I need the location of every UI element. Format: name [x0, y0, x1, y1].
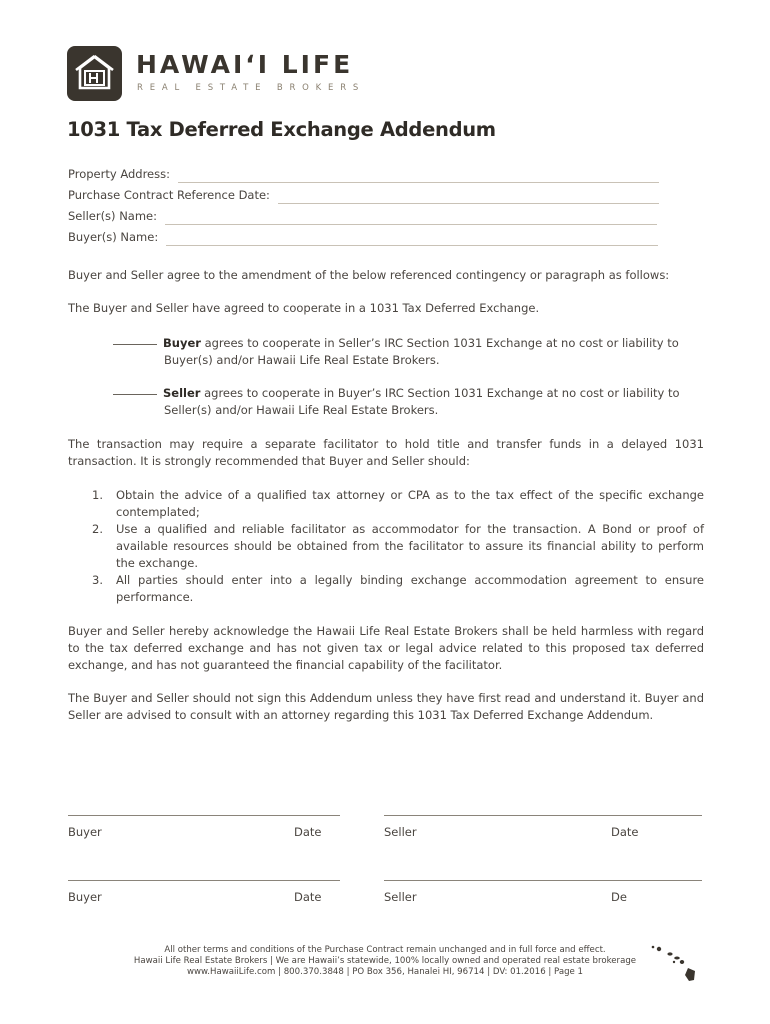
- intro-paragraph: Buyer and Seller agree to the amendment of the below referenced contingency or paragraph as follows:: [68, 268, 670, 282]
- buyer-signature-label-2: Buyer: [68, 890, 102, 904]
- seller-clause-keyword: Seller: [163, 386, 201, 400]
- buyers-name-label: Buyer(s) Name:: [68, 230, 159, 244]
- seller-signature-line-1[interactable]: [384, 814, 702, 816]
- list-item: [92, 487, 704, 521]
- property-address-input-line[interactable]: [178, 181, 659, 183]
- buyer-date-label-1: Date: [294, 825, 322, 839]
- seller-clause-text: agrees to cooperate in Buyer’s IRC Section 1031 Exchange at no cost or liability to: [200, 386, 680, 400]
- harmless-paragraph: Buyer and Seller hereby acknowledge the Hawaii Life Real Estate Brokers shall be held harmless with regard to the tax deferred exchange and has not given tax or legal advice related to this proposed tax deferred exchange, and has not guaranteed the financial capability of the facilitator.: [68, 624, 704, 672]
- sellers-name-field[interactable]: [68, 209, 657, 223]
- buyers-name-input-line[interactable]: [166, 244, 658, 246]
- list-number: 2.: [92, 522, 103, 536]
- seller-signature-label-1: Seller: [384, 825, 417, 839]
- list-number: 1.: [92, 488, 103, 502]
- contract-date-input-line[interactable]: [278, 202, 659, 204]
- buyer-signature-line-1[interactable]: [68, 814, 340, 816]
- contract-date-label: Purchase Contract Reference Date:: [68, 188, 270, 202]
- brand-name: HAWAIʻI LIFE: [136, 50, 354, 79]
- footer-terms: All other terms and conditions of the Purchase Contract remain unchanged and in full force and effect.: [164, 945, 606, 955]
- list-item: [92, 572, 704, 606]
- agreement-paragraph: The Buyer and Seller have agreed to cooperate in a 1031 Tax Deferred Exchange.: [68, 301, 540, 315]
- footer-contact: www.HawaiiLife.com | 800.370.3848 | PO Box 356, Hanalei HI, 96714 | DV: 01.2016 | Page 1: [186, 967, 584, 977]
- facilitator-paragraph: The transaction may require a separate facilitator to hold title and transfer funds in a delayed 1031 transaction. It is strongly recommended that Buyer and Seller should:: [68, 437, 704, 468]
- buyer-clause-text: agrees to cooperate in Seller’s IRC Section 1031 Exchange at no cost or liability to: [200, 336, 679, 350]
- recommendation-list: [92, 487, 704, 606]
- list-text: Use a qualified and reliable facilitator as accommodator for the transaction. A Bond or proof of available resources should be obtained from the facilitator to assure its financial ability to perform the exchange.: [116, 522, 704, 570]
- hawaiian-islands-icon: [650, 943, 698, 983]
- buyer-date-label-2: Date: [294, 890, 322, 904]
- seller-date-label-1: Date: [611, 825, 639, 839]
- property-address-label: Property Address:: [68, 167, 170, 181]
- sellers-name-label: Seller(s) Name:: [68, 209, 157, 223]
- seller-initial-blank[interactable]: [113, 394, 157, 395]
- logo-mark: [67, 46, 122, 101]
- seller-clause-continuation: Seller(s) and/or Hawaii Life Real Estate Brokers.: [164, 403, 439, 417]
- contract-date-field[interactable]: [68, 188, 659, 202]
- sellers-name-input-line[interactable]: [165, 223, 657, 225]
- buyer-clause-keyword: Buyer: [163, 336, 201, 350]
- list-text: All parties should enter into a legally binding exchange accommodation agreement to ensure performance.: [116, 573, 704, 604]
- footer-brokerage: Hawaii Life Real Estate Brokers | We are Hawaii’s statewide, 100% locally owned and operated real estate brokerage: [133, 956, 637, 966]
- property-address-field[interactable]: [68, 167, 659, 181]
- brand-tagline: REAL ESTATE BROKERS: [137, 83, 366, 93]
- buyer-signature-line-2[interactable]: [68, 879, 340, 881]
- house-logo-icon: [67, 46, 122, 101]
- list-item: [92, 521, 704, 572]
- buyers-name-field[interactable]: [68, 230, 658, 244]
- buyer-initial-blank[interactable]: [113, 344, 157, 345]
- buyer-signature-label-1: Buyer: [68, 825, 102, 839]
- document-title: 1031 Tax Deferred Exchange Addendum: [67, 118, 496, 141]
- buyer-clause-continuation: Buyer(s) and/or Hawaii Life Real Estate Brokers.: [164, 353, 440, 367]
- seller-signature-line-2[interactable]: [384, 879, 702, 881]
- seller-signature-label-2: Seller: [384, 890, 417, 904]
- seller-clause: [113, 385, 703, 419]
- list-text: Obtain the advice of a qualified tax attorney or CPA as to the tax effect of the specific exchange contemplated;: [116, 488, 704, 519]
- buyer-clause: [113, 335, 703, 369]
- advice-paragraph: The Buyer and Seller should not sign this Addendum unless they have first read and understand it. Buyer and Seller are advised to consult with an attorney regarding this 1031 Tax Deferred Exchange Addendum.: [68, 691, 704, 722]
- list-number: 3.: [92, 573, 103, 587]
- seller-date-label-2: De: [611, 890, 627, 904]
